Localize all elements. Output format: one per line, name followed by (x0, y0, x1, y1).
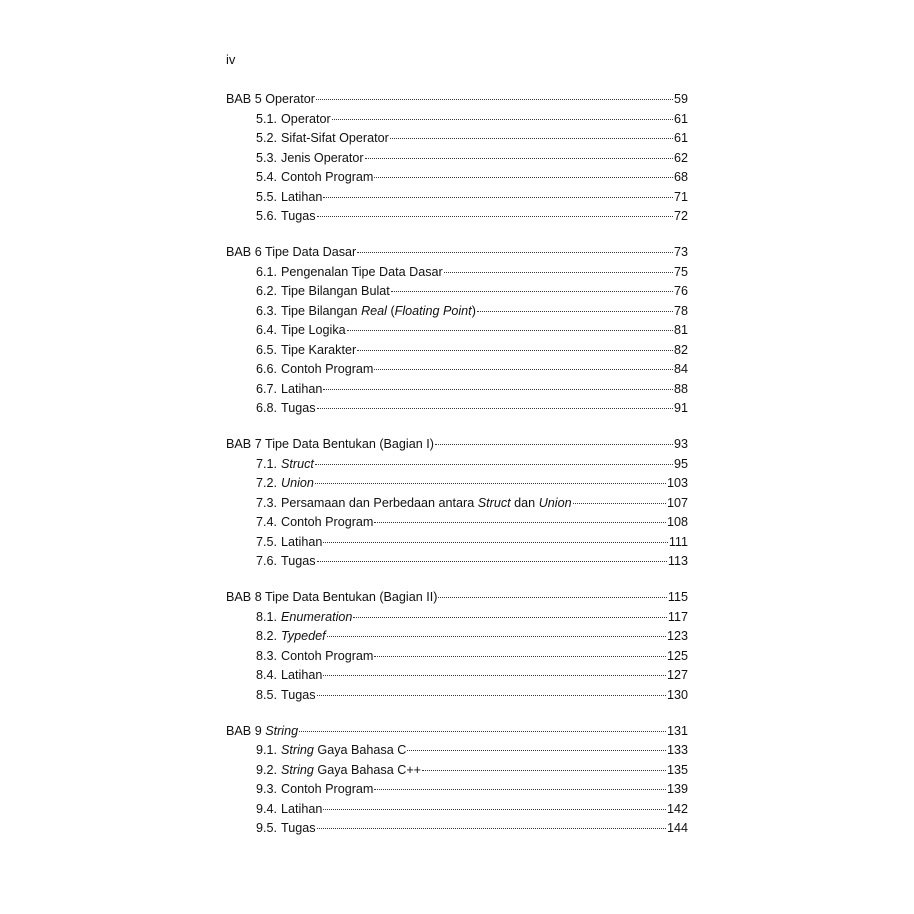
section-number: 6.5. (256, 342, 278, 357)
dot-leader (317, 408, 673, 409)
section-number: 7.3. (256, 495, 278, 510)
title-segment: Latihan (281, 668, 323, 682)
page-ref: 88 (673, 381, 688, 396)
dot-leader (315, 464, 673, 465)
section-title (256, 360, 373, 380)
page-ref: 61 (673, 131, 688, 145)
dot-leader (317, 216, 673, 217)
section-number: 7.6. (256, 554, 278, 568)
page-ref: 117 (667, 609, 688, 624)
section-number: 9.3. (256, 782, 278, 796)
section-entry (226, 302, 688, 322)
chapter-entry (226, 435, 688, 455)
dot-leader (374, 177, 673, 178)
section-number: 5.4. (256, 170, 278, 184)
chapter-title (226, 243, 356, 263)
page-ref: 73 (673, 245, 688, 259)
dot-leader (374, 656, 666, 657)
title-segment: Tugas (281, 209, 316, 223)
dot-leader (435, 444, 673, 445)
title-segment: Operator (281, 111, 331, 126)
title-segment: Tugas (281, 687, 316, 702)
title-segment: Floating Point (394, 303, 472, 318)
page-number: iv (226, 52, 236, 67)
section-title (256, 380, 322, 400)
dot-leader (357, 350, 673, 351)
section-entry (226, 282, 688, 302)
section-entry (226, 494, 688, 514)
section-number: 8.3. (256, 648, 278, 663)
page-ref: 131 (666, 723, 688, 738)
section-entry (226, 666, 688, 686)
section-number: 8.2. (256, 629, 278, 643)
section-entry (226, 686, 688, 706)
title-segment: Contoh Program (281, 170, 374, 184)
section-number: 5.5. (256, 189, 278, 204)
section-title (256, 302, 476, 322)
section-entry (226, 474, 688, 494)
section-title (256, 666, 322, 686)
section-title (256, 741, 406, 761)
chapter-group (226, 722, 688, 839)
page-ref: 135 (666, 762, 688, 777)
dot-leader (323, 542, 668, 543)
dot-leader (444, 272, 673, 273)
section-entry (226, 533, 688, 553)
chapter-entry (226, 90, 688, 110)
dot-leader (315, 483, 666, 484)
section-entry (226, 647, 688, 667)
section-number: 6.4. (256, 323, 278, 337)
title-segment: Latihan (281, 189, 323, 204)
section-number: 9.1. (256, 743, 278, 757)
page-ref: 62 (673, 150, 688, 165)
section-title (256, 110, 331, 130)
dot-leader (407, 750, 666, 751)
title-segment: BAB 6 Tipe Data Dasar (226, 245, 357, 259)
section-number: 9.4. (256, 801, 278, 816)
page-ref: 139 (666, 782, 688, 796)
section-entry (226, 380, 688, 400)
section-number: 8.5. (256, 687, 278, 702)
section-title (256, 533, 322, 553)
title-segment: Tipe Karakter (281, 342, 357, 357)
dot-leader (323, 389, 673, 390)
page-ref: 78 (673, 303, 688, 318)
section-entry (226, 761, 688, 781)
dot-leader (357, 252, 673, 253)
chapter-title (226, 435, 434, 455)
dot-leader (347, 330, 673, 331)
chapter-group (226, 90, 688, 227)
title-segment: Tipe Logika (281, 323, 346, 337)
dot-leader (353, 617, 667, 618)
section-title (256, 168, 373, 188)
dot-leader (390, 138, 673, 139)
title-segment: Struct (477, 495, 511, 510)
section-title (256, 647, 373, 667)
section-number: 8.1. (256, 609, 278, 624)
section-title (256, 263, 443, 283)
section-entry (226, 552, 688, 572)
page-ref: 111 (668, 534, 688, 549)
section-number: 6.7. (256, 381, 278, 396)
section-number: 6.2. (256, 284, 278, 298)
section-entry (226, 149, 688, 169)
section-title (256, 627, 326, 647)
page-ref: 142 (666, 801, 688, 816)
dot-leader (332, 119, 673, 120)
page-ref: 133 (666, 743, 688, 757)
title-segment: Latihan (281, 801, 323, 816)
page-ref: 125 (666, 648, 688, 663)
section-title (256, 474, 314, 494)
chapter-title (226, 722, 298, 742)
dot-leader (327, 636, 666, 637)
title-segment: Contoh Program (281, 515, 374, 529)
title-segment: String (281, 743, 314, 757)
section-title (256, 455, 314, 475)
title-segment: Latihan (281, 534, 323, 549)
page-ref: 127 (666, 668, 688, 682)
title-segment: ) (471, 303, 476, 318)
section-entry (226, 110, 688, 130)
section-title (256, 608, 352, 628)
section-title (256, 321, 346, 341)
title-segment: Contoh Program (281, 362, 374, 376)
title-segment: ( (386, 303, 395, 318)
page-ref: 123 (666, 629, 688, 643)
page-ref: 95 (673, 456, 688, 471)
section-number: 6.8. (256, 401, 278, 415)
section-number: 8.4. (256, 668, 278, 682)
chapter-title (226, 588, 437, 608)
table-of-contents (226, 90, 688, 855)
title-segment: Tugas (281, 821, 316, 835)
section-number: 5.6. (256, 209, 278, 223)
page-ref: 115 (667, 590, 688, 604)
title-segment: Jenis Operator (281, 150, 364, 165)
page-ref: 103 (666, 476, 688, 490)
page-ref: 91 (673, 401, 688, 415)
section-entry (226, 341, 688, 361)
chapter-entry (226, 243, 688, 263)
chapter-entry (226, 588, 688, 608)
section-title (256, 819, 316, 839)
section-entry (226, 741, 688, 761)
page-ref: 107 (666, 495, 688, 510)
title-segment: Gaya Bahasa C++ (313, 762, 422, 777)
page-ref: 84 (673, 362, 688, 376)
section-title (256, 282, 390, 302)
section-entry (226, 360, 688, 380)
page-ref: 144 (666, 821, 688, 835)
section-title (256, 207, 316, 227)
title-segment: BAB 8 Tipe Data Bentukan (Bagian II) (226, 590, 438, 604)
chapter-entry (226, 722, 688, 742)
title-segment: BAB 9 (226, 723, 266, 738)
chapter-group (226, 588, 688, 705)
section-number: 5.2. (256, 131, 278, 145)
section-entry (226, 129, 688, 149)
section-title (256, 780, 373, 800)
page-ref: 59 (673, 92, 688, 106)
section-entry (226, 627, 688, 647)
dot-leader (323, 197, 673, 198)
section-entry (226, 608, 688, 628)
dot-leader (316, 99, 673, 100)
title-segment: Pengenalan Tipe Data Dasar (281, 264, 443, 279)
dot-leader (317, 828, 666, 829)
section-number: 9.5. (256, 821, 278, 835)
dot-leader (422, 770, 666, 771)
dot-leader (391, 291, 673, 292)
section-entry (226, 321, 688, 341)
page-ref: 61 (673, 111, 688, 126)
section-number: 6.1. (256, 264, 278, 279)
section-number: 7.2. (256, 476, 278, 490)
title-segment: Enumeration (281, 609, 353, 624)
dot-leader (438, 597, 667, 598)
chapter-group (226, 435, 688, 572)
section-title (256, 513, 373, 533)
section-entry (226, 168, 688, 188)
title-segment: Sifat-Sifat Operator (281, 131, 389, 145)
dot-leader (573, 503, 666, 504)
title-segment: Struct (281, 456, 314, 471)
page-ref: 93 (673, 437, 688, 451)
dot-leader (323, 809, 666, 810)
section-entry (226, 207, 688, 227)
title-segment: Tugas (281, 401, 316, 415)
title-segment: Tipe Bilangan Bulat (281, 284, 390, 298)
page-ref: 71 (673, 189, 688, 204)
page-ref: 75 (673, 264, 688, 279)
page-ref: 68 (673, 170, 688, 184)
section-entry (226, 819, 688, 839)
section-entry (226, 263, 688, 283)
dot-leader (323, 675, 666, 676)
page-ref: 72 (673, 209, 688, 223)
title-segment: Real (361, 303, 387, 318)
section-number: 9.2. (256, 762, 278, 777)
title-segment: Typedef (281, 629, 326, 643)
dot-leader (374, 369, 673, 370)
title-segment: String (281, 762, 314, 777)
title-segment: Tugas (281, 554, 316, 568)
dot-leader (317, 695, 666, 696)
section-title (256, 399, 316, 419)
page-ref: 108 (666, 515, 688, 529)
page-ref: 81 (673, 323, 688, 337)
title-segment: dan (510, 495, 539, 510)
page-ref: 113 (667, 554, 688, 568)
title-segment: String (265, 723, 299, 738)
section-title (256, 494, 572, 514)
section-entry (226, 513, 688, 533)
dot-leader (374, 789, 666, 790)
page-ref: 130 (666, 687, 688, 702)
section-number: 7.5. (256, 534, 278, 549)
section-entry (226, 800, 688, 820)
section-entry (226, 780, 688, 800)
title-segment: BAB 5 Operator (226, 92, 315, 106)
title-segment: Persamaan dan Perbedaan antara (281, 495, 478, 510)
section-title (256, 188, 322, 208)
dot-leader (299, 731, 666, 732)
section-number: 6.3. (256, 303, 278, 318)
section-entry (226, 399, 688, 419)
section-number: 5.1. (256, 111, 278, 126)
dot-leader (365, 158, 673, 159)
title-segment: Union (538, 495, 572, 510)
section-title (256, 149, 364, 169)
dot-leader (317, 561, 667, 562)
title-segment: Union (281, 476, 314, 490)
title-segment: Latihan (281, 381, 323, 396)
chapter-group (226, 243, 688, 419)
section-title (256, 341, 356, 361)
dot-leader (477, 311, 673, 312)
page-ref: 82 (673, 342, 688, 357)
section-entry (226, 455, 688, 475)
section-title (256, 686, 316, 706)
section-title (256, 552, 316, 572)
section-number: 7.4. (256, 515, 278, 529)
dot-leader (374, 522, 666, 523)
section-number: 7.1. (256, 456, 278, 471)
title-segment: Contoh Program (281, 782, 374, 796)
section-title (256, 129, 389, 149)
section-number: 6.6. (256, 362, 278, 376)
title-segment: Tipe Bilangan (281, 303, 362, 318)
title-segment: Contoh Program (281, 648, 374, 663)
page-ref: 76 (673, 284, 688, 298)
chapter-title (226, 90, 315, 110)
section-number: 5.3. (256, 150, 278, 165)
section-title (256, 800, 322, 820)
section-title (256, 761, 421, 781)
title-segment: Gaya Bahasa C (313, 743, 407, 757)
section-entry (226, 188, 688, 208)
title-segment: BAB 7 Tipe Data Bentukan (Bagian I) (226, 437, 434, 451)
